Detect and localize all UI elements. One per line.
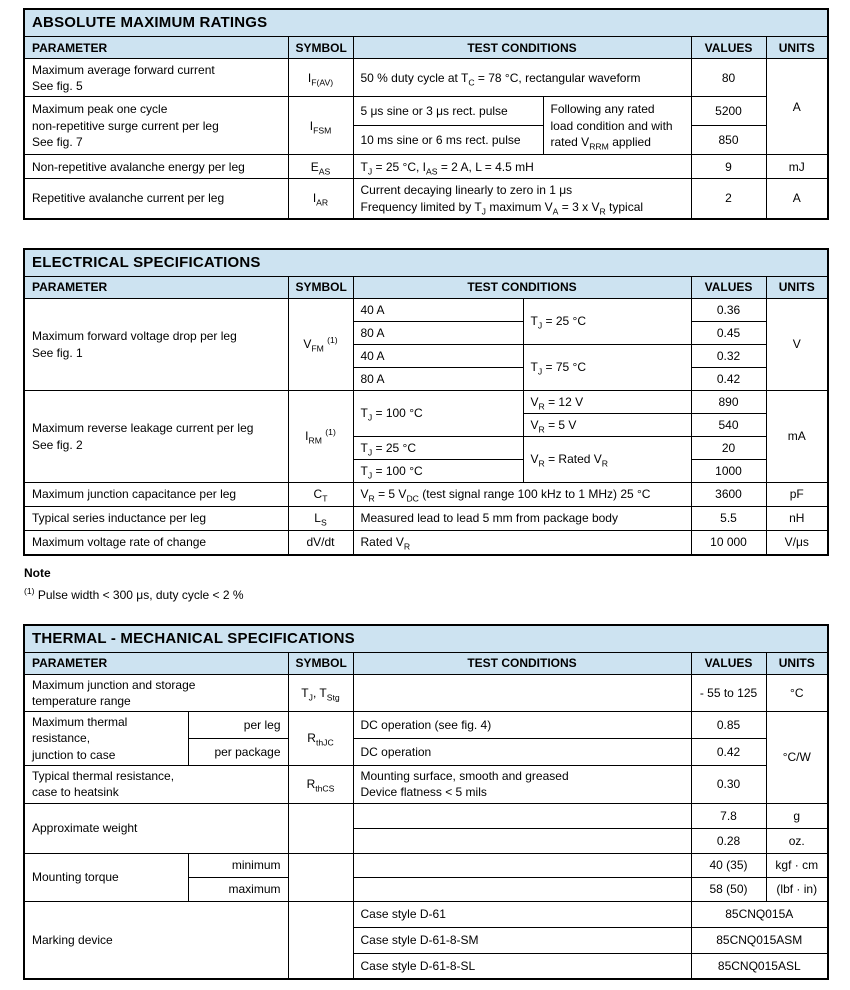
parameter-cell: Maximum forward voltage drop per leg See fig. 1: [24, 299, 288, 391]
value-cell: 85CNQ015A: [691, 901, 828, 927]
condition-cell: 50 % duty cycle at $T_C = 78$ °C, rectangular waveform: [353, 59, 691, 97]
parameter-cell: Maximum thermal resistance, junction to case: [24, 712, 188, 766]
row-torque-minimum: [24, 853, 828, 877]
units-cell: °C/W: [766, 712, 828, 804]
empty-symbol-cell: [288, 853, 353, 901]
parameter-cell: Typical series inductance per leg: [24, 507, 288, 531]
note-block: [24, 566, 827, 602]
condition-cell: DC operation (see fig. 4): [353, 712, 691, 739]
units-cell: pF: [766, 483, 828, 507]
row-forward-voltage-1: [24, 299, 828, 322]
condition-cell: $V_R = 5$ $V_{DC}$ (test signal range 100 kHz to 1 MHz) 25 °C: [353, 483, 691, 507]
condition-cell: $T_J = 100$ °C: [353, 391, 523, 437]
col-header-symbol: SYMBOL: [288, 277, 353, 299]
units-cell: nH: [766, 507, 828, 531]
parameter-cell: Maximum reverse leakage current per leg See fig. 2: [24, 391, 288, 483]
units-cell: (lbf · in): [766, 877, 828, 901]
symbol-cell: $I_{F(AV)}$: [288, 59, 353, 97]
col-header-parameter: PARAMETER: [24, 277, 288, 299]
value-cell: 890: [691, 391, 766, 414]
row-thermal-resistance-leg: [24, 712, 828, 739]
col-header-units: UNITS: [766, 652, 828, 674]
condition-cell: $V_R = 5$ V: [523, 414, 691, 437]
table-title: ELECTRICAL SPECIFICATIONS: [24, 249, 828, 277]
parameter-sub-cell: maximum: [188, 877, 288, 901]
units-cell: A: [766, 59, 828, 155]
empty-condition-cell: [353, 803, 691, 828]
parameter-cell: Repetitive avalanche current per leg: [24, 179, 288, 219]
value-cell: 2: [691, 179, 766, 219]
table-title: THERMAL - MECHANICAL SPECIFICATIONS: [24, 625, 828, 653]
symbol-cell: $E_{AS}$: [288, 155, 353, 179]
condition-cell: Mounting surface, smooth and greased Device flatness < 5 mils: [353, 765, 691, 803]
row-reverse-leakage-1: [24, 391, 828, 414]
value-cell: 9: [691, 155, 766, 179]
col-header-symbol: SYMBOL: [288, 37, 353, 59]
empty-condition-cell: [353, 828, 691, 853]
units-cell: mJ: [766, 155, 828, 179]
condition-cell: 40 A: [353, 299, 523, 322]
condition-cell: Case style D-61-8-SL: [353, 953, 691, 979]
condition-cell: Case style D-61: [353, 901, 691, 927]
condition-cell: $V_R$ = Rated $V_R$: [523, 437, 691, 483]
table-title: ABSOLUTE MAXIMUM RATINGS: [24, 9, 828, 37]
value-cell: 0.32: [691, 345, 766, 368]
value-cell: 850: [691, 126, 766, 155]
condition-cell: 40 A: [353, 345, 523, 368]
symbol-cell: $T_J$, $T_{Stg}$: [288, 674, 353, 711]
condition-cell: Measured lead to lead 5 mm from package body: [353, 507, 691, 531]
thermal-mechanical-specifications-table: [23, 624, 829, 981]
units-cell: V: [766, 299, 828, 391]
value-cell: 85CNQ015ASL: [691, 953, 828, 979]
col-header-values: VALUES: [691, 37, 766, 59]
value-cell: 0.45: [691, 322, 766, 345]
row-avalanche-current: [24, 179, 828, 219]
parameter-cell: Maximum junction capacitance per leg: [24, 483, 288, 507]
section-spacer: [23, 220, 827, 248]
units-cell: g: [766, 803, 828, 828]
section-spacer: [23, 602, 827, 624]
condition-note-cell: Following any rated load condition and with rated $V_{RRM}$ applied: [543, 97, 691, 155]
parameter-cell: Approximate weight: [24, 803, 288, 853]
col-header-values: VALUES: [691, 277, 766, 299]
empty-symbol-cell: [288, 901, 353, 979]
value-cell: - 55 to 125: [691, 674, 766, 711]
symbol-cell: $V_{FM}$ $^{(1)}$: [288, 299, 353, 391]
condition-cell: 5 μs sine or 3 μs rect. pulse: [353, 97, 543, 126]
col-header-symbol: SYMBOL: [288, 652, 353, 674]
row-thermal-resistance-heatsink: [24, 765, 828, 803]
condition-cell: $T_J = 75$ °C: [523, 345, 691, 391]
condition-cell: $T_J = 25$ °C: [353, 437, 523, 460]
parameter-cell: Typical thermal resistance, case to heatsink: [24, 765, 288, 803]
row-surge-current-a: [24, 97, 828, 126]
condition-cell: $T_J = 25$ °C, $I_{AS} = 2$ A, L = 4.5 mH: [353, 155, 691, 179]
electrical-specifications-table: [23, 248, 829, 556]
value-cell: 3600: [691, 483, 766, 507]
condition-cell: 80 A: [353, 322, 523, 345]
units-cell: kgf · cm: [766, 853, 828, 877]
value-cell: 10 000: [691, 531, 766, 555]
empty-condition-cell: [353, 674, 691, 711]
row-temperature-range: [24, 674, 828, 711]
symbol-cell: $I_{FSM}$: [288, 97, 353, 155]
col-header-parameter: PARAMETER: [24, 652, 288, 674]
units-cell: °C: [766, 674, 828, 711]
parameter-cell: Maximum average forward current See fig. 5: [24, 59, 288, 97]
value-cell: 0.42: [691, 738, 766, 765]
row-marking-d61: [24, 901, 828, 927]
absolute-maximum-ratings-table: [23, 8, 829, 220]
row-avalanche-energy: [24, 155, 828, 179]
note-label: Note: [24, 565, 51, 580]
value-cell: 20: [691, 437, 766, 460]
value-cell: 0.36: [691, 299, 766, 322]
symbol-cell: $R_{thCS}$: [288, 765, 353, 803]
value-cell: 0.85: [691, 712, 766, 739]
row-average-forward-current: [24, 59, 828, 97]
value-cell: 5.5: [691, 507, 766, 531]
col-header-test-conditions: TEST CONDITIONS: [353, 277, 691, 299]
row-junction-capacitance: [24, 483, 828, 507]
units-cell: oz.: [766, 828, 828, 853]
col-header-test-conditions: TEST CONDITIONS: [353, 37, 691, 59]
parameter-sub-cell: per package: [188, 738, 288, 765]
condition-cell: Rated $V_R$: [353, 531, 691, 555]
symbol-cell: $I_{RM}$ $^{(1)}$: [288, 391, 353, 483]
col-header-units: UNITS: [766, 277, 828, 299]
parameter-cell: Marking device: [24, 901, 288, 979]
units-cell: mA: [766, 391, 828, 483]
condition-cell: Case style D-61-8-SM: [353, 927, 691, 953]
parameter-cell: Non-repetitive avalanche energy per leg: [24, 155, 288, 179]
parameter-cell: Mounting torque: [24, 853, 188, 901]
col-header-units: UNITS: [766, 37, 828, 59]
value-cell: 7.8: [691, 803, 766, 828]
value-cell: 80: [691, 59, 766, 97]
empty-condition-cell: [353, 877, 691, 901]
condition-cell: $T_J = 25$ °C: [523, 299, 691, 345]
value-cell: 85CNQ015ASM: [691, 927, 828, 953]
condition-cell: DC operation: [353, 738, 691, 765]
parameter-cell: Maximum peak one cycle non-repetitive surge current per leg See fig. 7: [24, 97, 288, 155]
symbol-cell: $I_{AR}$: [288, 179, 353, 219]
value-cell: 0.28: [691, 828, 766, 853]
col-header-parameter: PARAMETER: [24, 37, 288, 59]
col-header-values: VALUES: [691, 652, 766, 674]
value-cell: 1000: [691, 460, 766, 483]
parameter-sub-cell: per leg: [188, 712, 288, 739]
value-cell: 5200: [691, 97, 766, 126]
row-dvdt: [24, 531, 828, 555]
row-weight-grams: [24, 803, 828, 828]
col-header-test-conditions: TEST CONDITIONS: [353, 652, 691, 674]
note-text: $^{(1)}$ Pulse width < 300 μs, duty cycle < 2 %: [24, 585, 244, 602]
row-series-inductance: [24, 507, 828, 531]
condition-cell: Current decaying linearly to zero in 1 μs Frequency limited by $T_J$ maximum $V_A = 3$ x $V_R$ typical: [353, 179, 691, 219]
value-cell: 40 (35): [691, 853, 766, 877]
parameter-cell: Maximum junction and storage temperature range: [24, 674, 288, 711]
empty-condition-cell: [353, 853, 691, 877]
parameter-sub-cell: minimum: [188, 853, 288, 877]
value-cell: 0.42: [691, 368, 766, 391]
value-cell: 58 (50): [691, 877, 766, 901]
value-cell: 0.30: [691, 765, 766, 803]
condition-cell: $T_J = 100$ °C: [353, 460, 523, 483]
empty-symbol-cell: [288, 803, 353, 853]
parameter-cell: Maximum voltage rate of change: [24, 531, 288, 555]
symbol-cell: $R_{thJC}$: [288, 712, 353, 766]
symbol-cell: dV/dt: [288, 531, 353, 555]
symbol-cell: $L_S$: [288, 507, 353, 531]
units-cell: V/μs: [766, 531, 828, 555]
value-cell: 540: [691, 414, 766, 437]
condition-cell: 10 ms sine or 6 ms rect. pulse: [353, 126, 543, 155]
condition-cell: $V_R = 12$ V: [523, 391, 691, 414]
symbol-cell: $C_T$: [288, 483, 353, 507]
condition-cell: 80 A: [353, 368, 523, 391]
units-cell: A: [766, 179, 828, 219]
